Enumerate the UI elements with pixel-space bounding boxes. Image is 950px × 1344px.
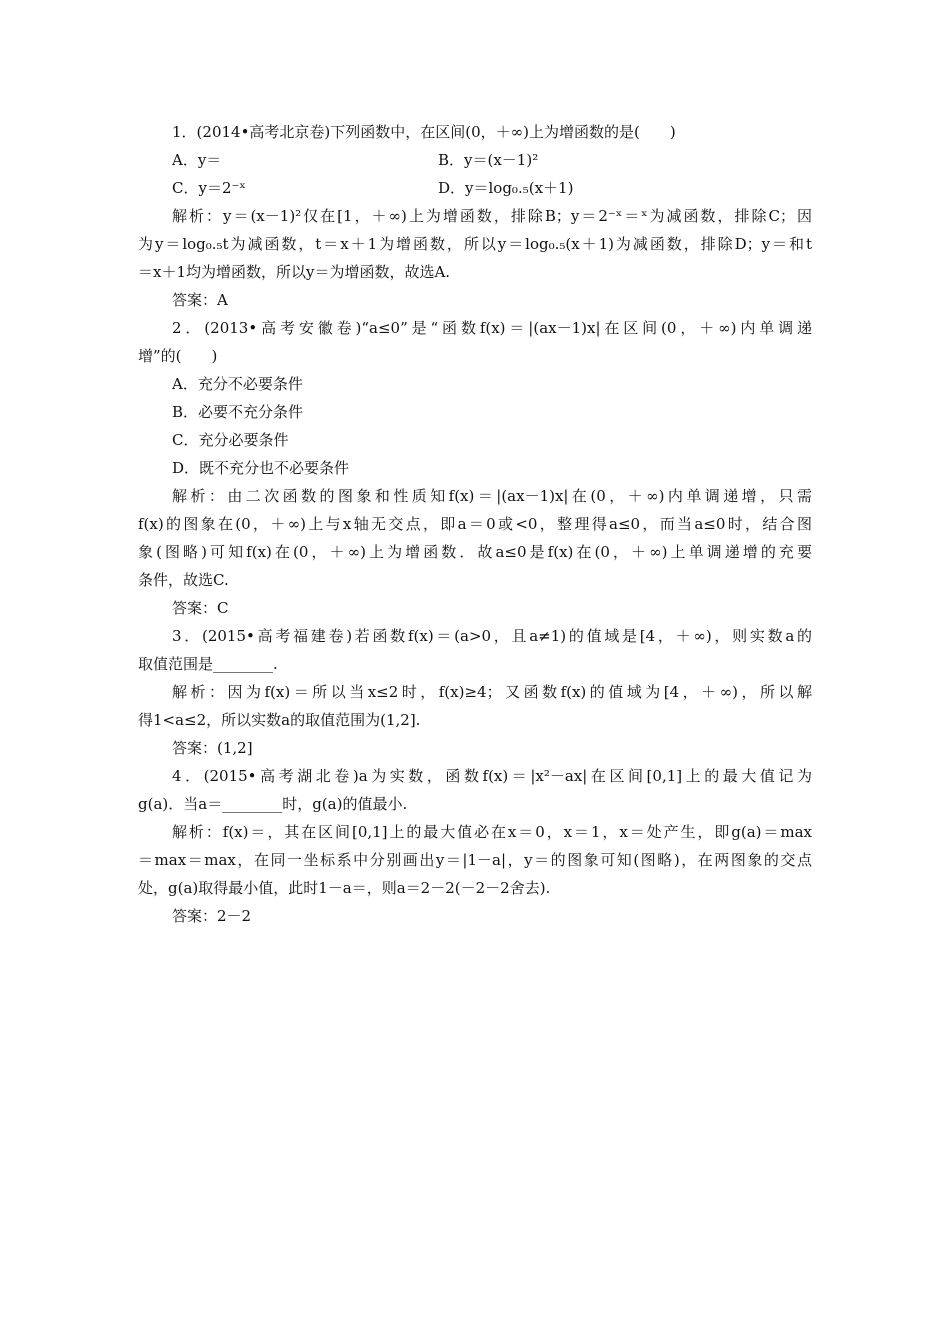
problem-2-analysis-line-3: 象(图略)可知f(x)在(0，＋∞)上为增函数．故a≤0是f(x)在(0，＋∞)上单调递增的充要: [138, 543, 812, 561]
problem-2-option-a-row: [0, 370, 950, 398]
problem-1-option-d: D．y＝log₀.₅(x＋1): [438, 179, 574, 197]
problem-3-stem-line-2: 取值范围是________.: [138, 655, 278, 673]
problem-2-analysis-line-2: f(x)的图象在(0，＋∞)上与x轴无交点，即a＝0或<0，整理得a≤0，而当a≤0时，结合图: [138, 515, 812, 533]
problem-3-answer-row: [0, 734, 950, 762]
problem-4-analysis-line-1: 解析：f(x)＝，其在区间[0,1]上的最大值必在x＝0，x＝1，x＝处产生，即g(a)＝max: [172, 823, 812, 841]
problem-4-stem-line-1: 4．(2015•高考湖北卷)a为实数，函数f(x)＝|x²－ax|在区间[0,1]上的最大值记为: [172, 767, 812, 785]
problem-2-option-d-row: [0, 454, 950, 482]
problem-2-analysis-row-4: [0, 566, 950, 594]
problem-4-answer-row: [0, 902, 950, 930]
problem-1-analysis: [0, 202, 950, 230]
problem-1-analysis-row-3: [0, 258, 950, 286]
problem-4-analysis: [0, 818, 950, 846]
problem-3-analysis-line-1: 解析：因为f(x)＝所以当x≤2时，f(x)≥4；又函数f(x)的值域为[4，＋∞)，所以解: [172, 683, 812, 701]
problem-2-analysis-row-2: [0, 510, 950, 538]
problem-1-option-c: C．y＝2⁻ˣ: [172, 179, 246, 197]
problem-1-analysis-row-2: [0, 230, 950, 258]
problem-3-stem-line-1: 3．(2015•高考福建卷)若函数f(x)＝(a>0，且a≠1)的值域是[4，＋∞)，则实数a的: [172, 627, 812, 645]
problem-2-analysis-line-1: 解析：由二次函数的图象和性质知f(x)＝|(ax－1)x|在(0，＋∞)内单调递增，只需: [172, 487, 812, 505]
problem-4-analysis-row-2: [0, 846, 950, 874]
problem-2-option-d: D．既不充分也不必要条件: [172, 459, 350, 477]
problem-3-stem-row-2: [0, 650, 950, 678]
problem-2-answer: 答案：C: [172, 599, 229, 617]
problem-1-options-row-2: [0, 174, 950, 202]
problem-1-analysis-line-2: 为y＝log₀.₅t为减函数，t＝x＋1为增函数，所以y＝log₀.₅(x＋1)为减函数，排除D；y＝和t: [138, 235, 812, 253]
problem-3-analysis-row-2: [0, 706, 950, 734]
problem-3-analysis: [0, 678, 950, 706]
problem-1-option-b: B．y＝(x－1)²: [438, 151, 539, 169]
problem-4-analysis-row-3: [0, 874, 950, 902]
problem-1-options-row-1: [0, 146, 950, 174]
problem-1-analysis-line-3: ＝x＋1均为增函数，所以y＝为增函数，故选A.: [138, 263, 451, 281]
problem-2-analysis-row-3: [0, 538, 950, 566]
problem-2-analysis: [0, 482, 950, 510]
problem-4-stem-line-2: g(a)．当a＝________时，g(a)的值最小.: [138, 795, 408, 813]
problem-4-stem-row-2: [0, 790, 950, 818]
problem-2-stem-line-1: 2．(2013•高考安徽卷)“a≤0”是“函数f(x)＝|(ax－1)x|在区间(0，＋∞)内单调递: [172, 319, 812, 337]
problem-4-analysis-line-2: ＝max＝max，在同一坐标系中分别画出y＝|1－a|，y＝的图象可知(图略)，在两图象的交点: [138, 851, 812, 869]
problem-2-stem-line-2: 增”的( ): [138, 347, 218, 365]
problem-2-option-c-row: [0, 426, 950, 454]
problem-2-stem: [0, 314, 950, 342]
problem-2-option-a: A．充分不必要条件: [172, 375, 303, 393]
problem-1-stem: [0, 118, 950, 146]
problem-2-option-c: C．充分必要条件: [172, 431, 289, 449]
problem-2-stem-row-2: [0, 342, 950, 370]
problem-4-stem: [0, 762, 950, 790]
problem-2-answer-row: [0, 594, 950, 622]
problem-4-analysis-line-3: 处，g(a)取得最小值，此时1－a＝，则a＝2－2(－2－2舍去).: [138, 879, 551, 897]
problem-1-stem-line-1: 1．(2014•高考北京卷)下列函数中，在区间(0，＋∞)上为增函数的是( ): [172, 123, 676, 141]
problem-1-analysis-line-1: 解析：y＝(x－1)²仅在[1，＋∞)上为增函数，排除B；y＝2⁻ˣ＝ˣ为减函数，排除C；因: [172, 207, 812, 225]
problem-3-stem: [0, 622, 950, 650]
problem-1-answer: 答案：A: [172, 291, 228, 309]
problem-3-answer: 答案：(1,2]: [172, 739, 253, 757]
problem-2-analysis-line-4: 条件，故选C.: [138, 571, 229, 589]
problem-2-option-b-row: [0, 398, 950, 426]
problem-2-option-b: B．必要不充分条件: [172, 403, 304, 421]
problem-1-answer-row: [0, 286, 950, 314]
problem-4-answer: 答案：2－2: [172, 907, 252, 925]
problem-1-option-a: A．y＝: [172, 151, 222, 169]
problem-3-analysis-line-2: 得1<a≤2，所以实数a的取值范围为(1,2].: [138, 711, 421, 729]
